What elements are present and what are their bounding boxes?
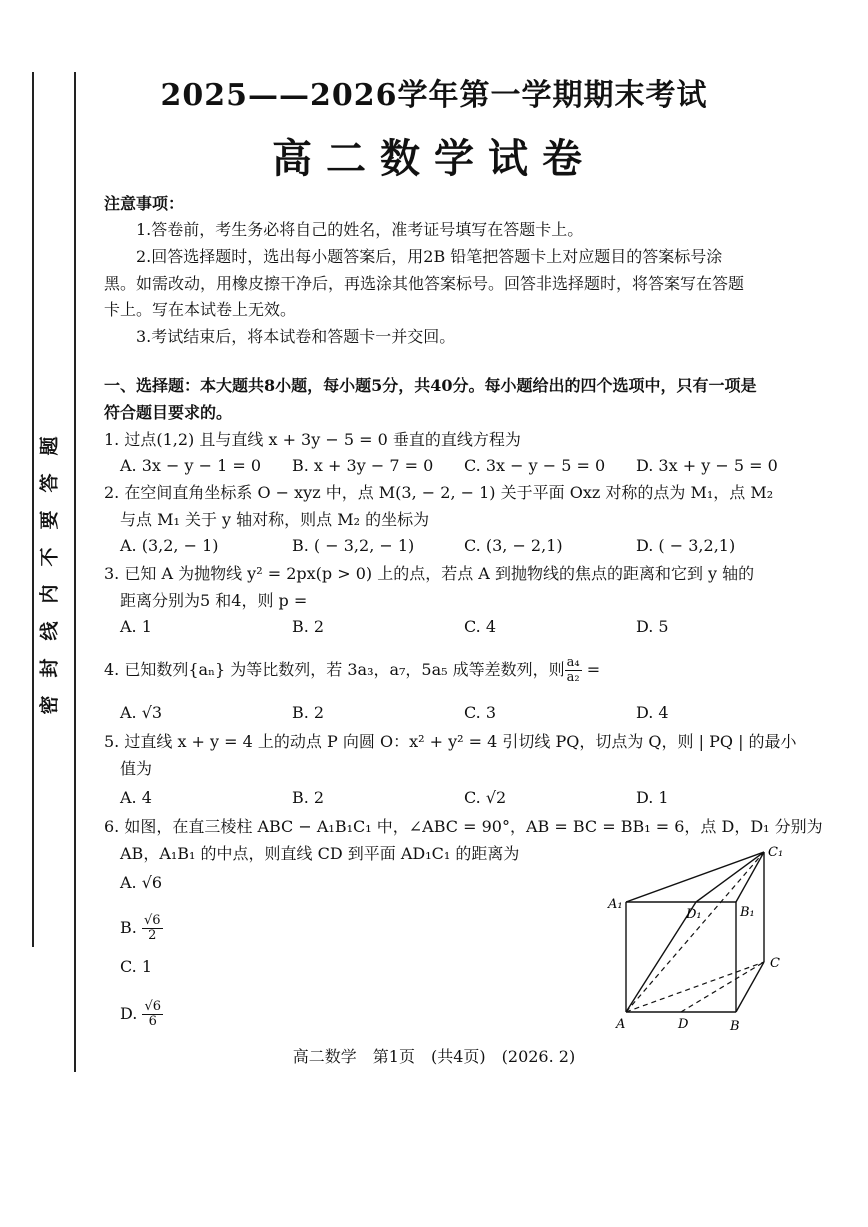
label-b1: B₁: [740, 905, 755, 920]
question-stem: [104, 656, 600, 685]
fraction: [565, 656, 582, 685]
hidden-segment-d-c: [681, 962, 764, 1012]
option-b: B. x + 3y − 7 = 0: [292, 456, 434, 475]
exam-title: 2025——2026学年第一学期期末考试: [160, 78, 708, 113]
option-a: A. 4: [120, 788, 152, 807]
page-footer: 高二数学 第1页 (共4页) (2026. 2): [292, 1047, 576, 1066]
segment-d1-c1: [696, 852, 764, 902]
exam-subject-title: 高二数学试卷: [272, 135, 596, 182]
option-a: A. √3: [120, 703, 163, 722]
hidden-segment-a-c1: [626, 852, 764, 1012]
option-a: A. 3x − y − 1 = 0: [120, 456, 262, 475]
notice-item: 3.考试结束后，将本试卷和答题卡一并交回。: [136, 327, 456, 346]
question-stem: 2. 在空间直角坐标系 O − xyz 中，点 M(3, − 2, − 1) 关于平面 Oxz 对称的点为 M₁，点 M₂: [104, 483, 774, 502]
question-stem: 5. 过直线 x + y = 4 上的动点 P 向圆 O：x² + y² = 4 引切线 PQ，切点为 Q，则 | PQ | 的最小: [104, 732, 797, 751]
option-b: [120, 914, 163, 943]
section-heading: 符合题目要求的。: [104, 403, 233, 422]
option-d: D. 3x + y − 5 = 0: [636, 456, 778, 475]
question-stem: 距离分别为5 和4，则 p =: [120, 591, 308, 610]
notice-item: 卡上。写在本试卷上无效。: [104, 300, 297, 319]
option-a: A. √6: [120, 873, 163, 892]
option-a: A. 1: [120, 617, 152, 636]
notice-item: 1.答卷前，考生务必将自己的姓名，准考证号填写在答题卡上。: [136, 220, 584, 239]
label-b: B: [730, 1019, 740, 1034]
fraction-denominator: a₂: [566, 670, 580, 685]
fraction: [142, 914, 163, 943]
fraction-numerator: √6: [143, 913, 161, 928]
edge-b-c: [736, 962, 764, 1012]
fraction-numerator: √6: [144, 999, 161, 1014]
section-heading: 一、选择题：本大题共8小题，每小题5分，共40分。每小题给出的四个选项中，只有一项是: [104, 376, 757, 395]
label-c: C: [770, 956, 780, 971]
prism-figure: [600, 840, 800, 1040]
fraction-denominator: 6: [148, 1014, 157, 1029]
label-c1: C₁: [768, 845, 784, 860]
option-b: B. 2: [292, 617, 325, 636]
option-d: D. 5: [636, 617, 669, 636]
edge-b1-c1: [736, 852, 764, 902]
option-c: C. (3, − 2,1): [464, 536, 563, 555]
label-a: A: [616, 1017, 626, 1032]
stem-text: 4. 已知数列{aₙ} 为等比数列，若 3a₃，a₇，5a₅ 成等差数列，则: [104, 660, 565, 679]
option-b: B. 2: [292, 703, 325, 722]
binding-char: 封: [38, 658, 61, 678]
binding-margin-text: [38, 425, 71, 721]
fraction-denominator: 2: [148, 928, 157, 943]
stem-text: =: [581, 660, 601, 679]
option-a: A. (3,2, − 1): [120, 536, 219, 555]
binding-line-outer: [32, 72, 34, 947]
notice-item: 2.回答选择题时，选出每小题答案后，用2B 铅笔把答题卡上对应题目的答案标号涂: [136, 247, 723, 266]
option-b: B. 2: [292, 788, 325, 807]
binding-char: 不: [38, 547, 61, 567]
question-stem: AB，A₁B₁ 的中点，则直线 CD 到平面 AD₁C₁ 的距离为: [120, 844, 520, 863]
question-stem: 值为: [120, 759, 153, 778]
option-c: C. 3: [464, 703, 497, 722]
fraction-numerator: a₄: [566, 655, 580, 670]
label-d: D: [678, 1017, 689, 1032]
question-stem: 3. 已知 A 为抛物线 y² = 2px(p > 0) 上的点，若点 A 到抛物线的焦点的距离和它到 y 轴的: [104, 564, 755, 583]
notice-item: 黑。如需改动，用橡皮擦干净后，再选涂其他答案标号。回答非选择题时，将答案写在答题: [104, 274, 745, 293]
option-c: C. √2: [464, 788, 507, 807]
option-label: D.: [120, 1004, 138, 1023]
label-d1: D₁: [686, 907, 702, 922]
binding-char: 答: [38, 473, 61, 493]
option-c: C. 3x − y − 5 = 0: [464, 456, 606, 475]
notice-heading: 注意事项：: [104, 194, 185, 213]
option-label: B.: [120, 918, 137, 937]
binding-char: 要: [38, 510, 61, 530]
option-d: [120, 1000, 163, 1029]
label-a1: A₁: [608, 897, 623, 912]
option-d: D. 4: [636, 703, 669, 722]
binding-char: 密: [38, 695, 61, 715]
binding-char: 题: [38, 436, 61, 456]
edge-a1-c1: [626, 852, 764, 902]
question-stem: 6. 如图，在直三棱柱 ABC − A₁B₁C₁ 中，∠ABC = 90°，AB = BC = BB₁ = 6，点 D，D₁ 分别为: [104, 817, 823, 836]
option-c: C. 1: [120, 957, 153, 976]
binding-char: 内: [38, 584, 61, 604]
question-stem: 与点 M₁ 关于 y 轴对称，则点 M₂ 的坐标为: [120, 510, 430, 529]
question-stem: 1. 过点(1,2) 且与直线 x + 3y − 5 = 0 垂直的直线方程为: [104, 430, 521, 449]
option-c: C. 4: [464, 617, 497, 636]
fraction: [142, 1000, 163, 1029]
option-d: D. 1: [636, 788, 669, 807]
hidden-edge-a-c: [626, 962, 764, 1012]
option-b: B. ( − 3,2, − 1): [292, 536, 415, 555]
binding-char: 线: [38, 621, 61, 641]
option-d: D. ( − 3,2,1): [636, 536, 736, 555]
binding-line-inner: [74, 72, 76, 1072]
